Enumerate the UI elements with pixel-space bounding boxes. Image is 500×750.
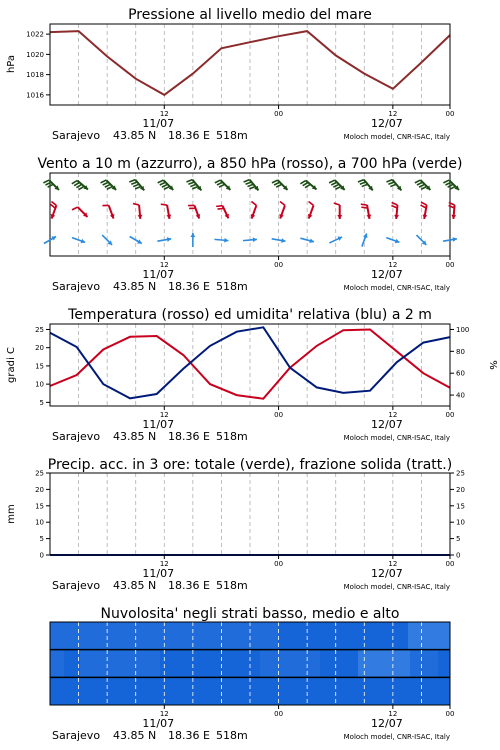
precip-y-tick-label-right: 20 [456,485,465,494]
wind-850-hpa-vector [279,201,285,218]
wind-credit: Moloch model, CNR-ISAC, Italy [343,284,450,292]
wind-date-label: 12/07 [371,268,403,281]
precip-date-label: 12/07 [371,567,403,580]
wind-location-name: Sarajevo [52,280,101,293]
pressure-time-tick-label: 00 [274,110,284,118]
precip-time-tick-label: 12 [388,560,398,568]
temperature-location-lat: 43.85 N [113,430,157,443]
precip-y-tick-label: 0 [39,551,44,560]
temperature-y-tick-label: 20 [35,344,44,353]
wind-850-hpa-vector [133,204,142,219]
precip-y-tick-label: 20 [35,485,44,494]
precip-frame [50,473,450,555]
temperature-location-name: Sarajevo [52,430,101,443]
wind-700-hpa-vector [244,180,259,191]
pressure-location-lon: 18.36 E [168,129,210,142]
wind-10-m-vector [190,233,195,247]
wind-date-label: 11/07 [142,268,175,281]
wind-700-hpa-vector [386,180,401,191]
temperature-time-tick-label: 00 [274,411,284,419]
pressure-time-tick-label: 00 [445,110,455,118]
pressure-time-tick-label: 12 [388,110,398,118]
wind-850-hpa-vector [308,201,314,218]
pressure-location-name: Sarajevo [52,129,101,142]
wind-700-hpa-vector [129,180,144,191]
cloud-title: Nuvolosita' negli strati basso, medio e alto [100,606,400,622]
humidity-y-tick-label: 40 [456,391,465,400]
wind-700-hpa-vector [158,180,174,190]
cloud-location-elevation: 518m [216,729,248,742]
cloud-credit: Moloch model, CNR-ISAC, Italy [343,733,450,741]
wind-700-hpa-vector [329,180,345,190]
pressure-location-lat: 43.85 N [113,129,157,142]
precip-y-tick-label-right: 0 [456,551,461,560]
precip-location-lat: 43.85 N [113,579,157,592]
precip-time-tick-label: 00 [445,560,455,568]
temperature-frame [50,324,450,406]
precip-time-tick-label: 00 [274,560,284,568]
cloud-cell [50,650,64,678]
cloud-time-tick-label: 12 [388,710,398,718]
precip-y-tick-label-right: 25 [456,469,465,478]
pressure-location-elevation: 518m [216,129,248,142]
precip-title: Precip. acc. in 3 ore: totale (verde), frazione solida (tratt.) [47,457,453,473]
cloud-cell [358,650,410,678]
humidity-y-tick-label: 100 [456,325,470,334]
wind-location-elevation: 518m [216,280,248,293]
temperature-y-label: gradi C [6,347,17,383]
wind-700-hpa-vector [358,180,373,191]
precip-date-label: 11/07 [142,567,175,580]
temperature-credit: Moloch model, CNR-ISAC, Italy [343,434,450,442]
precip-y-tick-label-right: 10 [456,518,465,527]
cloud-cell [50,622,250,650]
wind-title: Vento a 10 m (azzurro), a 850 hPa (rosso), a 700 hPa (verde) [37,156,463,172]
wind-850-hpa-vector [334,203,342,219]
temperature-time-tick-label: 00 [445,411,455,419]
wind-location-lat: 43.85 N [113,280,157,293]
precip-y-label: mm [6,504,17,524]
cloud-time-tick-label: 00 [274,710,284,718]
cloud-cell [260,650,320,678]
wind-700-hpa-vector [272,180,288,190]
temperature-date-label: 11/07 [142,418,175,431]
pressure-credit: Moloch model, CNR-ISAC, Italy [343,133,450,141]
pressure-y-tick-label: 1022 [26,30,44,39]
cloud-cell [250,622,278,650]
precip-y-tick-label-right: 15 [456,502,465,511]
cloud-date-label: 12/07 [371,717,403,730]
cloud-location-name: Sarajevo [52,729,101,742]
wind-700-hpa-vector [186,180,201,191]
wind-850-hpa-vector [361,204,371,219]
wind-850-hpa-vector [251,201,257,218]
cloud-location-lat: 43.85 N [113,729,157,742]
pressure-title: Pressione al livello medio del mare [128,7,372,23]
wind-time-tick-label: 12 [159,261,169,269]
pressure-y-tick-label: 1020 [26,50,44,59]
wind-850-hpa-vector [216,206,229,219]
wind-time-tick-label: 00 [274,261,284,269]
precip-time-tick-label: 12 [159,560,169,568]
wind-850-hpa-vector [161,204,171,219]
humidity-y-label: % [487,360,498,370]
humidity-y-tick-label: 60 [456,369,465,378]
pressure-date-label: 11/07 [142,117,175,130]
wind-700-hpa-vector [43,180,59,190]
cloud-location-lon: 18.36 E [168,729,210,742]
pressure-frame [50,24,450,105]
wind-10-m-vector [362,233,368,246]
precip-y-tick-label: 15 [35,502,44,511]
wind-700-hpa-vector [72,181,88,190]
wind-time-tick-label: 00 [445,261,455,269]
cloud-cell [80,650,160,678]
cloud-cell [408,622,450,650]
temperature-time-tick-label: 12 [388,411,398,419]
temperature-location-lon: 18.36 E [168,430,210,443]
temperature-location-elevation: 518m [216,430,248,443]
temperature-time-tick-label: 12 [159,411,169,419]
wind-700-hpa-vector [300,181,316,190]
temperature-y-tick-label: 25 [35,325,44,334]
wind-850-hpa-vector [188,205,200,218]
precip-location-elevation: 518m [216,579,248,592]
wind-700-hpa-vector [101,180,117,190]
temperature-title: Temperatura (rosso) ed umidita' relativa (blu) a 2 m [68,307,432,323]
wind-700-hpa-vector [215,180,231,190]
pressure-y-tick-label: 1016 [26,91,44,100]
temperature-y-tick-label: 10 [35,380,44,389]
temperature-y-tick-label: 5 [39,398,44,407]
precip-location-name: Sarajevo [52,579,101,592]
wind-time-tick-label: 12 [388,261,398,269]
temperature-y-tick-label: 15 [35,362,44,371]
cloud-date-label: 11/07 [142,717,175,730]
wind-850-hpa-vector [50,201,56,218]
pressure-date-label: 12/07 [371,117,403,130]
wind-700-hpa-vector [443,180,459,190]
precip-y-tick-label: 5 [39,535,44,544]
cloud-time-tick-label: 00 [445,710,455,718]
pressure-time-tick-label: 12 [159,110,169,118]
cloud-time-tick-label: 12 [159,710,169,718]
pressure-y-label: hPa [6,54,17,74]
humidity-y-tick-label: 80 [456,347,465,356]
wind-700-hpa-vector [415,180,431,190]
temperature-date-label: 12/07 [371,418,403,431]
precip-credit: Moloch model, CNR-ISAC, Italy [343,583,450,591]
precip-y-tick-label-right: 5 [456,535,461,544]
precip-location-lon: 18.36 E [168,579,210,592]
precip-y-tick-label: 25 [35,469,44,478]
pressure-y-tick-label: 1018 [26,71,44,80]
wind-850-hpa-vector [102,205,114,218]
cloud-cell [410,650,438,678]
wind-850-hpa-vector [72,207,88,217]
wind-location-lon: 18.36 E [168,280,210,293]
precip-y-tick-label: 10 [35,518,44,527]
